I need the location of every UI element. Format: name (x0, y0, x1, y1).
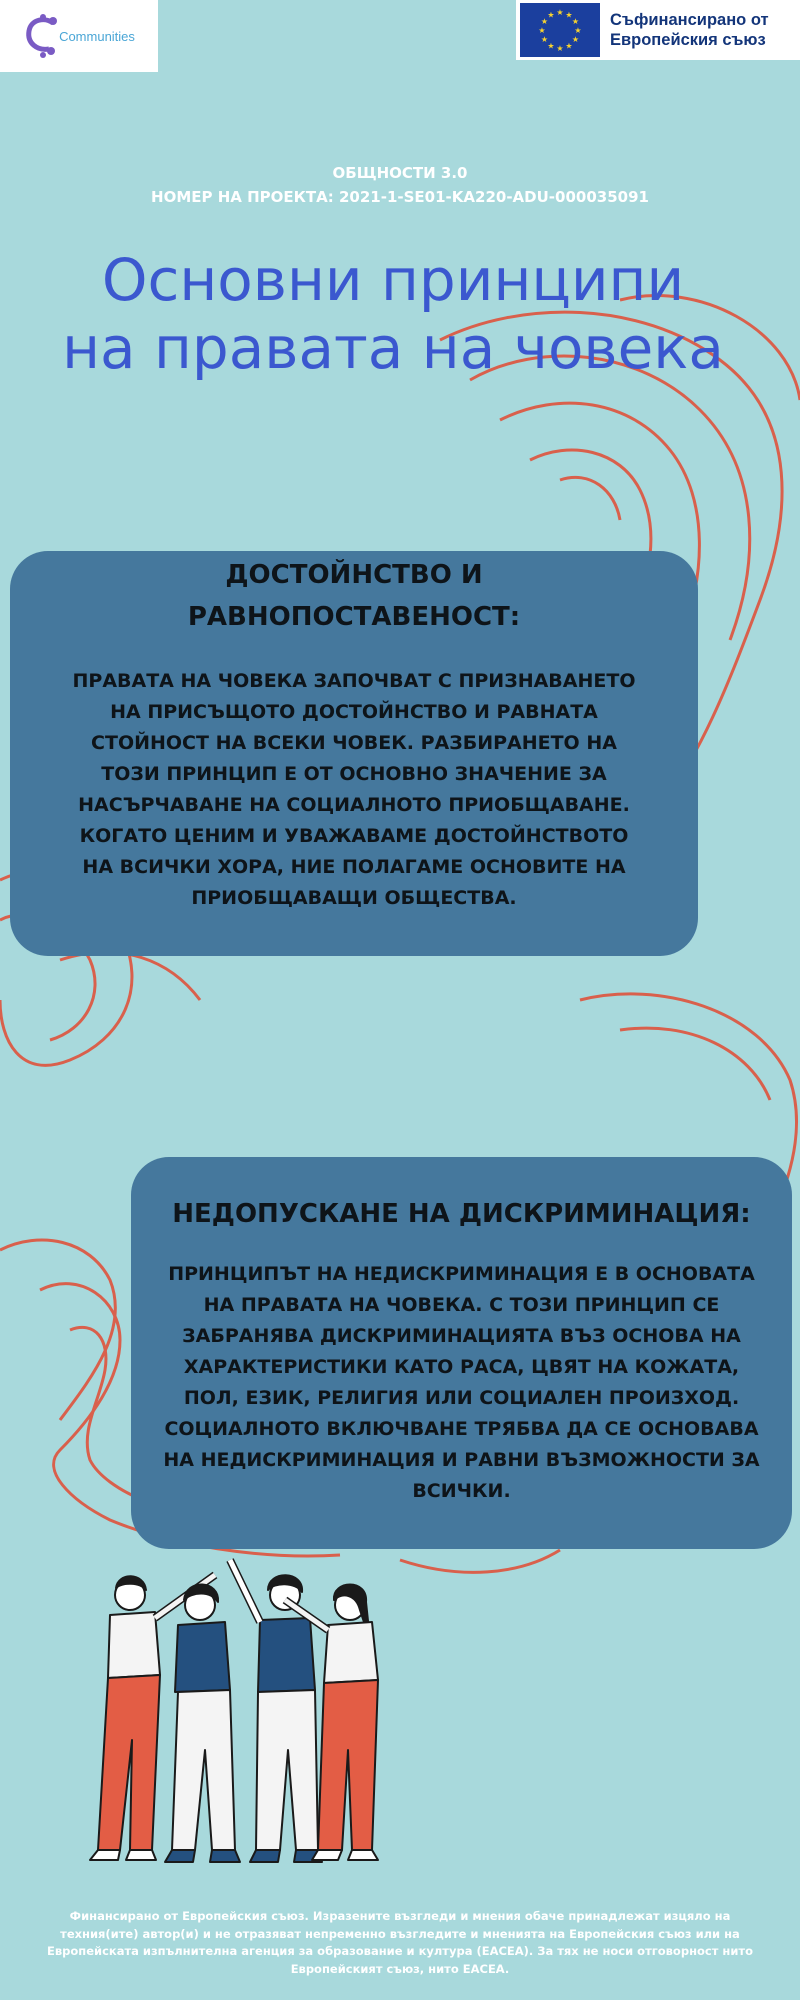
project-name: ОБЩНОСТИ 3.0 (332, 164, 468, 182)
page-title (0, 246, 786, 382)
svg-text:★: ★ (556, 44, 564, 53)
svg-text:★: ★ (565, 10, 573, 20)
svg-text:★: ★ (540, 35, 549, 44)
eu-flag-icon (520, 3, 600, 57)
eu-disclaimer: Финансирано от Европейския съюз. Изразените възгледи и мнения обаче принадлежат изцяло на техния(ите) автор(и) и не отразяват непременно възгледите и мненията на Европейския съюз или на Европейската изпълнителна агенция за образование и култура (EACEA). За тях не носи отговорност нито Европейският съюз, нито EACEA. (47, 1909, 753, 1976)
section-heading: ДОСТОЙНСТВО И РАВНОПОСТАВЕНОСТ: (187, 560, 521, 632)
section-body: ПРАВАТА НА ЧОВЕКА ЗАПОЧВАТ С ПРИЗНАВАНЕТО НА ПРИСЪЩОТО ДОСТОЙНСТВО И РАВНАТА СТОЙНОСТ НА ВСЕКИ ЧОВЕК. РАЗБИРАНЕТО НА ТОЗИ ПРИНЦИП Е ОТ ОСНОВНО ЗНАЧЕНИЕ ЗА НАСЪРЧАВАНЕ НА СОЦИАЛНОТО ПРИОБЩАВАНЕ. КОГАТО ЦЕНИМ И УВАЖАВАМЕ ДОСТОЙНСТВОТО НА ВСИЧКИ ХОРА, НИЕ ПОЛАГАМЕ ОСНОВИТЕ НА ПРИОБЩАВАЩИ ОБЩЕСТВА. (72, 670, 636, 909)
people-high-five-illustration (60, 1550, 430, 1880)
eu-cofunded-badge (516, 0, 800, 60)
svg-text:★: ★ (571, 17, 580, 26)
eu-cofunded-text (610, 10, 769, 50)
logo-text: Communities (59, 28, 135, 44)
section-heading: НЕДОПУСКАНЕ НА ДИСКРИМИНАЦИЯ: (172, 1199, 751, 1229)
svg-text:★: ★ (547, 41, 555, 51)
eu-line-1: Съфинансирано от (610, 11, 769, 29)
svg-text:★: ★ (547, 10, 555, 20)
communities-logo-icon (23, 11, 61, 61)
eu-line-2: Европейския съюз (610, 31, 766, 49)
title-line-1: Основни принципи (101, 246, 685, 314)
svg-text:★: ★ (540, 17, 549, 26)
svg-text:★: ★ (538, 26, 546, 35)
svg-text:★: ★ (556, 8, 564, 17)
title-line-2: на правата на човека (62, 314, 724, 382)
project-number: НОМЕР НА ПРОЕКТА: 2021-1-SE01-KA220-ADU-000035091 (151, 188, 649, 206)
svg-text:★: ★ (565, 41, 573, 51)
communities-logo (0, 0, 158, 72)
section-body: ПРИНЦИПЪТ НА НЕДИСКРИМИНАЦИЯ Е В ОСНОВАТА НА ПРАВАТА НА ЧОВЕКА. С ТОЗИ ПРИНЦИП СЕ ЗАБРАНЯВА ДИСКРИМИНАЦИЯТА ВЪЗ ОСНОВА НА ХАРАКТЕРИСТИКИ КАТО РАСА, ЦВЯТ НА КОЖАТА, ПОЛ, ЕЗИК, РЕЛИГИЯ ИЛИ СОЦИАЛЕН ПРОИЗХОД. СОЦИАЛНОТО ВКЛЮЧВАНЕ ТРЯБВА ДА СЕ ОСНОВАВА НА НЕДИСКРИМИНАЦИЯ И РАВНИ ВЪЗМОЖНОСТИ ЗА ВСИЧКИ. (163, 1263, 760, 1502)
dignity-equality-card (10, 551, 698, 956)
non-discrimination-card (131, 1157, 792, 1549)
svg-text:★: ★ (571, 35, 580, 44)
svg-text:★: ★ (574, 26, 582, 35)
